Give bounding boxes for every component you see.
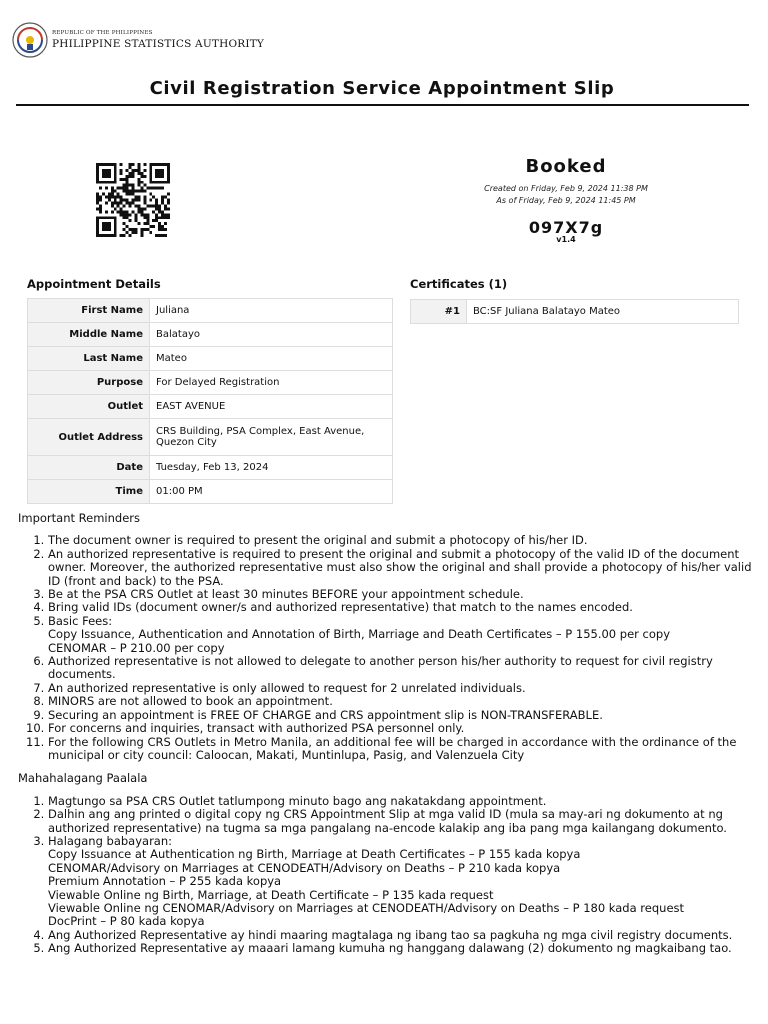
list-item-text: CENOMAR/Advisory on Marriages at CENODEATH/Advisory on Deaths – P 210 kada kopya [48, 860, 561, 875]
list-item [48, 682, 753, 695]
created-timestamp: Created on Friday, Feb 9, 2024 11:38 PM [484, 184, 648, 193]
list-item [48, 601, 753, 614]
psa-header [12, 16, 264, 64]
row-label: Time [28, 480, 150, 504]
list-item-text: Viewable Online ng CENOMAR/Advisory on Marriages at CENODEATH/Advisory on Deaths – P 180 kada request [48, 900, 685, 915]
list-item [48, 795, 753, 808]
appointment-details-heading: Appointment Details [27, 277, 161, 291]
table-row [411, 300, 739, 324]
republic-label: REPUBLIC OF THE PHILIPPINES [52, 30, 153, 36]
list-item-text: 8. MINORS are not allowed to book an appointment. [48, 694, 333, 709]
list-item-text: 10. For concerns and inquiries, transact with authorized PSA personnel only. [48, 721, 465, 736]
list-item [48, 736, 753, 763]
row-value: Tuesday, Feb 13, 2024 [150, 456, 393, 480]
row-value: For Delayed Registration [150, 371, 393, 395]
certificate-number: #1 [411, 300, 467, 324]
agency-name: PHILIPPINE STATISTICS AUTHORITY [52, 37, 265, 50]
status-badge: Booked [525, 156, 607, 177]
mahahalagang-paalala-heading: Mahahalagang Paalala [18, 771, 148, 786]
appointment-details-table [27, 298, 393, 504]
table-row [28, 323, 393, 347]
row-label: Last Name [28, 347, 150, 371]
row-value: Mateo [150, 347, 393, 371]
important-reminders-heading: Important Reminders [18, 511, 140, 525]
row-value: CRS Building, PSA Complex, East Avenue, Quezon City [150, 419, 393, 456]
list-item-text: Copy Issuance, Authentication and Annotation of Birth, Marriage and Death Certificates – P 155.00 per copy [48, 627, 670, 642]
certificate-name: BC:SF Juliana Balatayo Mateo [467, 300, 739, 324]
list-item-text: CENOMAR – P 210.00 per copy [48, 640, 225, 655]
mahahalagang-paalala-list [18, 795, 753, 956]
certificates-table [410, 299, 739, 324]
list-item [48, 655, 753, 682]
psa-seal-logo [12, 22, 48, 58]
page-title: Civil Registration Service Appointment Slip [149, 78, 615, 99]
list-item [48, 722, 753, 735]
list-item [48, 942, 753, 955]
list-item-text: 4. Bring valid IDs (document owner/s and authorized representative) that match to the names encoded. [48, 600, 633, 615]
list-item [48, 615, 753, 655]
list-item [48, 709, 753, 722]
list-item-text: 5. Basic Fees: [48, 613, 113, 628]
list-item [48, 835, 753, 929]
list-item-text: 2. An authorized representative is required to present the original and submit a photocopy of the valid ID of the document owner. Moreover, the authorized representative must also show the original and shall provide a photocopy of his/her valid ID (front and back) to the PSA. [48, 546, 752, 588]
table-row [28, 371, 393, 395]
table-row [28, 419, 393, 456]
table-row [28, 299, 393, 323]
row-label: Middle Name [28, 323, 150, 347]
reference-code: 097X7g [528, 218, 604, 237]
list-item [48, 808, 753, 835]
row-label: Outlet [28, 395, 150, 419]
as-of-timestamp: As of Friday, Feb 9, 2024 11:45 PM [496, 196, 636, 205]
list-item-text: 1. Magtungo sa PSA CRS Outlet tatlumpong minuto bago ang nakatakdang appointment. [48, 793, 547, 808]
list-item-text: Premium Annotation – P 255 kada kopya [48, 874, 282, 889]
row-label: Outlet Address [28, 419, 150, 456]
list-item [48, 534, 753, 547]
row-label: First Name [28, 299, 150, 323]
reminders-section [18, 512, 753, 966]
list-item-text: 1. The document owner is required to present the original and submit a photocopy of his/her ID. [48, 533, 588, 548]
table-row [28, 347, 393, 371]
list-item-text: 6. Authorized representative is not allowed to delegate to another person his/her authority to request for civil registry documents. [48, 654, 713, 682]
title-divider [16, 104, 749, 106]
status-block [440, 156, 692, 244]
list-item [48, 548, 753, 588]
list-item-text: 11. For the following CRS Outlets in Metro Manila, an additional fee will be charged in accordance with the ordinance of the municipal or city council: Caloocan, Makati, Muntinlupa, Pasig, and Valenzuela City [48, 734, 737, 762]
row-label: Purpose [28, 371, 150, 395]
row-value: EAST AVENUE [150, 395, 393, 419]
row-value: Balatayo [150, 323, 393, 347]
row-label: Date [28, 456, 150, 480]
list-item-text: 9. Securing an appointment is FREE OF CHARGE and CRS appointment slip is NON-TRANSFERABLE. [48, 707, 603, 722]
row-value: Juliana [150, 299, 393, 323]
list-item-text: 7. An authorized representative is only allowed to request for 2 unrelated individuals. [48, 680, 526, 695]
qr-code [95, 163, 171, 237]
list-item-text: 3. Be at the PSA CRS Outlet at least 30 minutes BEFORE your appointment schedule. [48, 587, 524, 602]
list-item-text: 4. Ang Authorized Representative ay hindi maaring magtalaga ng ibang tao sa pagkuha ng mga civil registry documents. [48, 927, 733, 942]
table-row [28, 480, 393, 504]
list-item-text: Copy Issuance at Authentication ng Birth, Marriage at Death Certificates – P 155 kada kopya [48, 847, 581, 862]
list-item-text: DocPrint – P 80 kada kopya [48, 914, 205, 929]
table-row [28, 395, 393, 419]
list-item-text: 5. Ang Authorized Representative ay maaari lamang kumuha ng hanggang dalawang (2) dokumento ng magkaibang tao. [48, 941, 732, 956]
row-value: 01:00 PM [150, 480, 393, 504]
list-item-text: Viewable Online ng Birth, Marriage, at Death Certificate – P 135 kada request [48, 887, 494, 902]
important-reminders-list [18, 534, 753, 762]
list-item [48, 588, 753, 601]
version-label: v1.4 [556, 235, 576, 244]
list-item [48, 695, 753, 708]
table-row [28, 456, 393, 480]
list-item-text: 3. Halagang babayaran: [48, 833, 173, 848]
list-item-text: 2. Dalhin ang ang printed o digital copy ng CRS Appointment Slip at mga valid ID (mula sa may-ari ng dokumento at ng authorized representative) na tugma sa mga pangalang na-encode kalakip ang iba pang mga kailangang dokumento. [48, 807, 727, 835]
certificates-heading: Certificates (1) [410, 277, 508, 291]
list-item [48, 929, 753, 942]
